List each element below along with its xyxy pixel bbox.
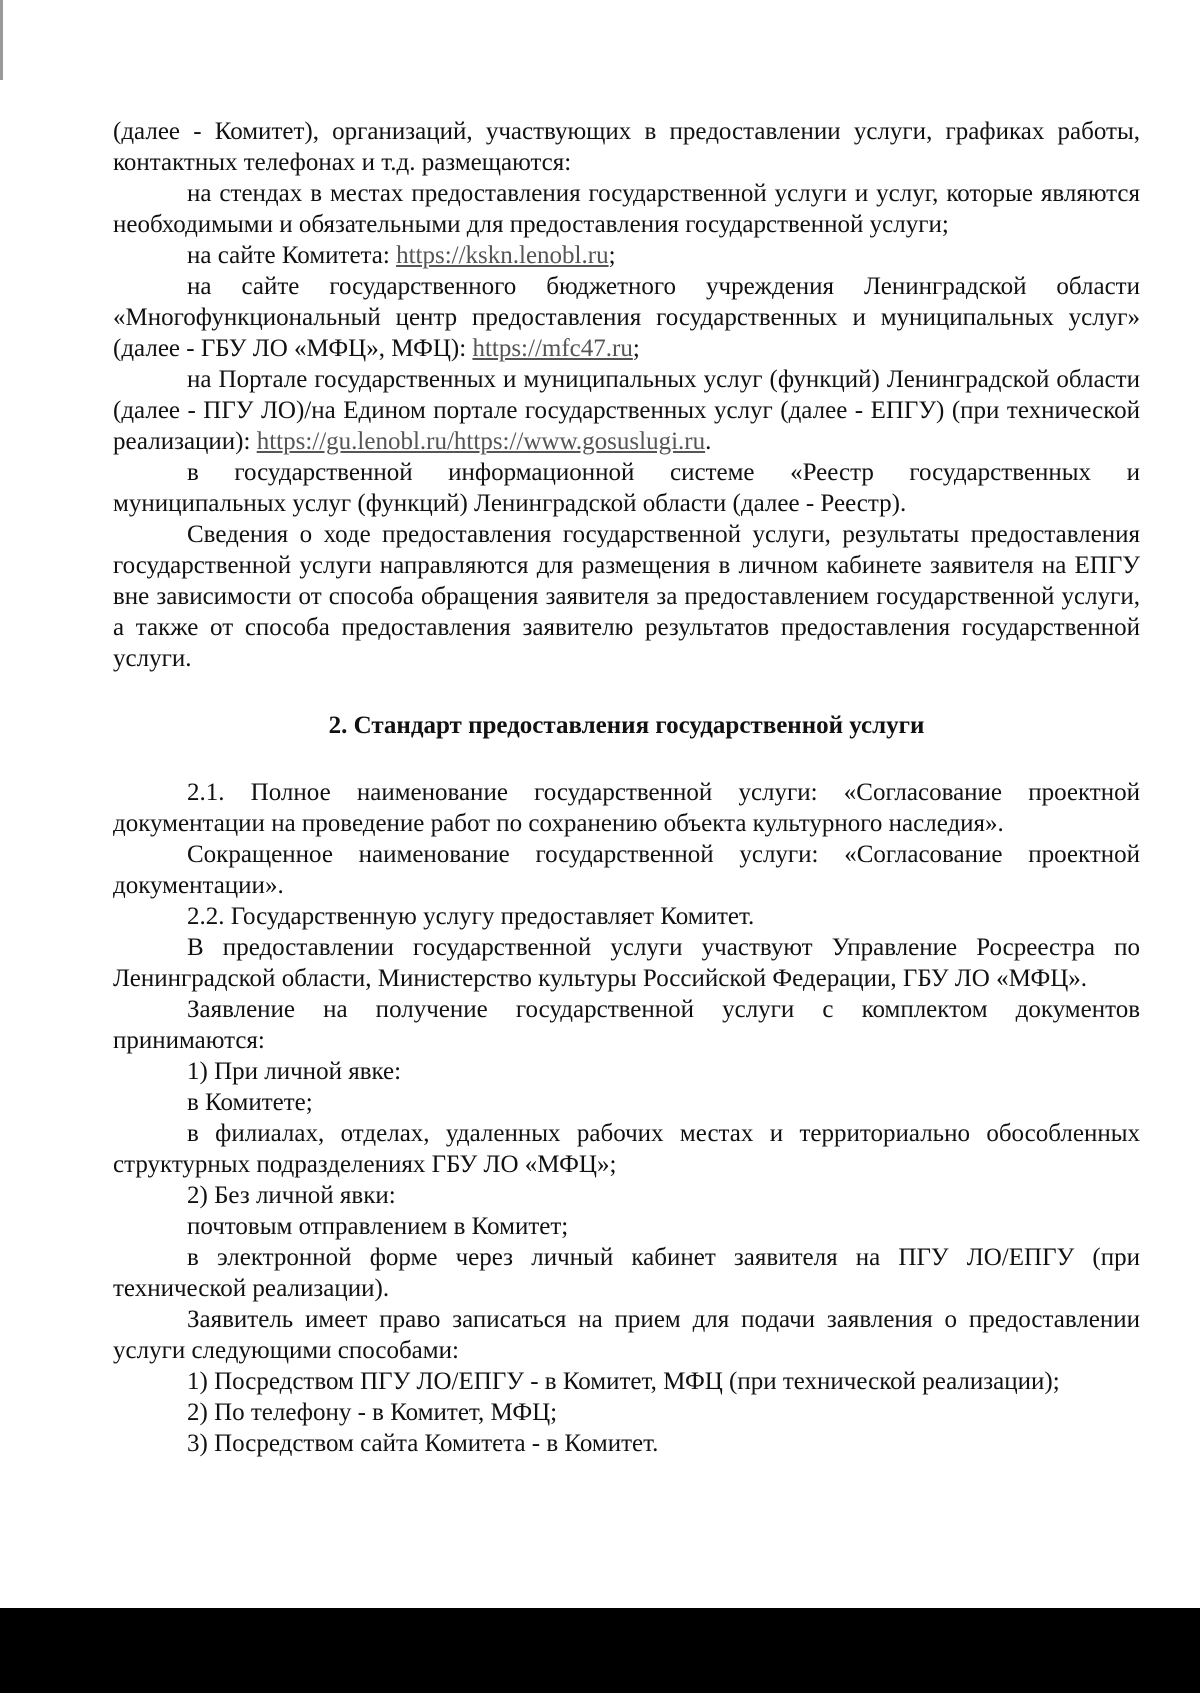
paragraph: 2.1. Полное наименование государственной услуги: «Согласование проектной документации на проведение работ по сохранению объекта культурного наследия». [113,779,1140,837]
paragraph: (далее - Комитет), организаций, участвующих в предоставлении услуги, графиках работы, контактных телефонах и т.д. размещаются: [113,118,1140,176]
paragraph: в государственной информационной системе «Реестр государственных и муниципальных услуг (функций) Ленинградской области (далее - Реестр). [113,459,1140,517]
list-item: 2) По телефону - в Комитет, МФЦ; [187,1399,558,1426]
list-item: 1) При личной явке: [187,1058,402,1085]
list-item: в Комитете; [187,1089,313,1116]
paragraph-portal [113,364,1140,457]
mfc47-link[interactable]: https://mfc47.ru [472,335,633,362]
document-body [113,116,1140,1459]
gu-lenobl-link[interactable]: https://gu.lenobl.ru/ [256,428,454,455]
gosuslugi-link[interactable]: https://www.gosuslugi.ru [453,428,706,455]
paragraph: Заявитель имеет право записаться на прием для подачи заявления о предоставлении услуги следующими способами: [113,1306,1140,1364]
paragraph: Сведения о ходе предоставления государственной услуги, результаты предоставления государственной услуги направляются для размещения в личном кабинете заявителя на ЕПГУ вне зависимости от способа обращения заявителя за предоставлением государственной услуги, а также от способа предоставления заявителю результатов предоставления государственной услуги. [113,521,1140,672]
scan-edge-mark [0,0,3,80]
list-item: 3) Посредством сайта Комитета - в Комитет. [187,1430,659,1457]
list-item: 1) Посредством ПГУ ЛО/ЕПГУ - в Комитет, МФЦ (при технической реализации); [187,1368,1060,1395]
paragraph: В предоставлении государственной услуги участвуют Управление Росреестра по Ленинградской области, Министерство культуры Российской Федерации, ГБУ ЛО «МФЦ». [113,934,1140,992]
list-item: в филиалах, отделах, удаленных рабочих местах и территориально обособленных структурных подразделениях ГБУ ЛО «МФЦ»; [113,1120,1140,1178]
section-heading: 2. Стандарт предоставления государственной услуги [328,712,925,739]
kskn-link[interactable]: https://kskn.lenobl.ru [396,242,609,269]
text: на сайте Комитета: [187,242,397,269]
list-item: в электронной форме через личный кабинет заявителя на ПГУ ЛО/ЕПГУ (при технической реализации). [113,1244,1140,1302]
paragraph-committee-site [113,240,1140,271]
paragraph: 2.2. Государственную услугу предоставляет Комитет. [187,903,755,930]
text: на Портале государственных и муниципальных услуг (функций) Ленинградской области (далее - ПГУ ЛО)/на Едином портале государственных услуг (далее - ЕПГУ) (при технической реализации): [113,366,1140,455]
list-item: почтовым отправлением в Комитет; [187,1213,569,1240]
text: на сайте государственного бюджетного учреждения Ленинградской области «Многофункциональный центр предоставления государственных и муниципальных услуг» (далее - ГБУ ЛО «МФЦ», МФЦ): [113,273,1140,362]
text: . [705,428,712,455]
text: ; [632,335,640,362]
text: ; [608,242,616,269]
list-item: 2) Без личной явки: [187,1182,396,1209]
paragraph-mfc-site [113,271,1140,364]
scan-bottom-band [0,1608,1200,1693]
paragraph: на стендах в местах предоставления государственной услуги и услуг, которые являются необходимыми и обязательными для предоставления государственной услуги; [113,180,1140,238]
paragraph: Сокращенное наименование государственной услуги: «Согласование проектной документации». [113,841,1140,899]
paragraph: Заявление на получение государственной услуги с комплектом документов принимаются: [113,996,1140,1054]
